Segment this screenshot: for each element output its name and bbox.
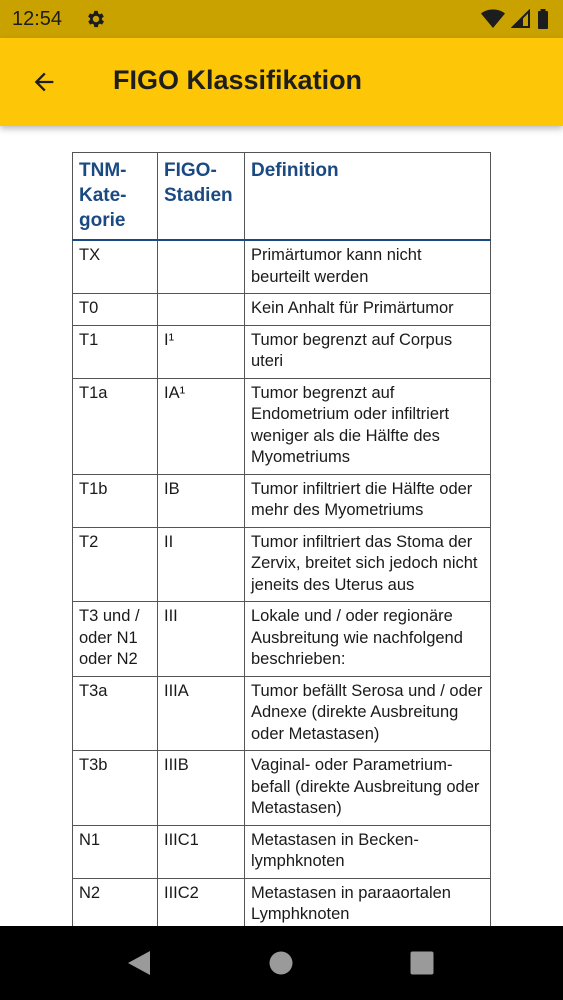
cell-figo: [158, 294, 245, 326]
battery-icon: [537, 9, 549, 29]
cell-tnm: TX: [73, 240, 158, 294]
cell-definition: Kein Anhalt für Primärtumor: [245, 294, 491, 326]
cell-tnm: T1a: [73, 378, 158, 474]
cell-tnm: T2: [73, 527, 158, 602]
cell-definition: Metastasen in Becken-lymphknoten: [245, 825, 491, 878]
cell-figo: IIIB: [158, 751, 245, 826]
header-figo-label: FIGO- Stadien: [164, 160, 233, 206]
cell-tnm: N2: [73, 878, 158, 926]
table-row: [73, 527, 491, 602]
table-row: [73, 602, 491, 677]
page-title: FIGO Klassifikation: [113, 65, 363, 95]
status-bar: [0, 0, 563, 38]
cell-figo: IIIA: [158, 676, 245, 751]
cell-tnm: N1: [73, 825, 158, 878]
cell-figo: III: [158, 602, 245, 677]
signal-icon: [511, 9, 531, 29]
header-tnm-label: TNM- Kate- gorie: [79, 160, 127, 231]
back-button[interactable]: [22, 60, 66, 104]
header-tnm: [73, 153, 158, 241]
cell-figo: IIIC1: [158, 825, 245, 878]
arrow-back-icon: [30, 68, 58, 96]
table-row: [73, 825, 491, 878]
nav-home-icon[interactable]: [269, 951, 293, 975]
cell-definition: Tumor begrenzt auf Endometrium oder infiltriert weniger als die Hälfte des Myometriums: [245, 378, 491, 474]
cell-definition: Vaginal- oder Parametrium-befall (direkte Ausbreitung oder Metastasen): [245, 751, 491, 826]
table-row: [73, 751, 491, 826]
cell-figo: IB: [158, 474, 245, 527]
cell-figo: [158, 240, 245, 294]
table-row: [73, 240, 491, 294]
cell-tnm: T3 und / oder N1 oder N2: [73, 602, 158, 677]
status-icons: [481, 9, 549, 29]
table-row: [73, 676, 491, 751]
cell-figo: IIIC2: [158, 878, 245, 926]
figo-table: [72, 152, 491, 926]
cell-tnm: T3a: [73, 676, 158, 751]
cell-figo: IA¹: [158, 378, 245, 474]
table-row: [73, 878, 491, 926]
cell-definition: Tumor infiltriert die Hälfte oder mehr des Myometriums: [245, 474, 491, 527]
cell-tnm: T1b: [73, 474, 158, 527]
wifi-icon: [481, 9, 505, 29]
header-definition: [245, 153, 491, 241]
table-row: [73, 294, 491, 326]
cell-definition: Tumor begrenzt auf Corpus uteri: [245, 325, 491, 378]
header-figo: [158, 153, 245, 241]
navigation-bar: [0, 926, 563, 1000]
app-bar: [0, 38, 563, 126]
content-area[interactable]: [0, 126, 563, 926]
cell-definition: Primärtumor kann nicht beurteilt werden: [245, 240, 491, 294]
cell-tnm: T0: [73, 294, 158, 326]
cell-definition: Tumor infiltriert das Stoma der Zervix, breitet sich jedoch nicht jeneits des Uterus aus: [245, 527, 491, 602]
cell-definition: Lokale und / oder regionäre Ausbreitung wie nachfolgend beschrieben:: [245, 602, 491, 677]
cell-definition: Tumor befällt Serosa und / oder Adnexe (direkte Ausbreitung oder Metastasen): [245, 676, 491, 751]
cell-figo: II: [158, 527, 245, 602]
table-row: [73, 378, 491, 474]
cell-tnm: T3b: [73, 751, 158, 826]
table-row: [73, 325, 491, 378]
header-definition-label: Definition: [251, 160, 339, 181]
cell-tnm: T1: [73, 325, 158, 378]
nav-back-icon[interactable]: [126, 950, 152, 976]
status-time: 12:54: [12, 8, 63, 30]
table-header-row: [73, 153, 491, 241]
settings-gear-icon: [85, 8, 107, 30]
cell-figo: I¹: [158, 325, 245, 378]
nav-recents-icon[interactable]: [410, 951, 434, 975]
table-row: [73, 474, 491, 527]
cell-definition: Metastasen in paraaortalen Lymphknoten: [245, 878, 491, 926]
